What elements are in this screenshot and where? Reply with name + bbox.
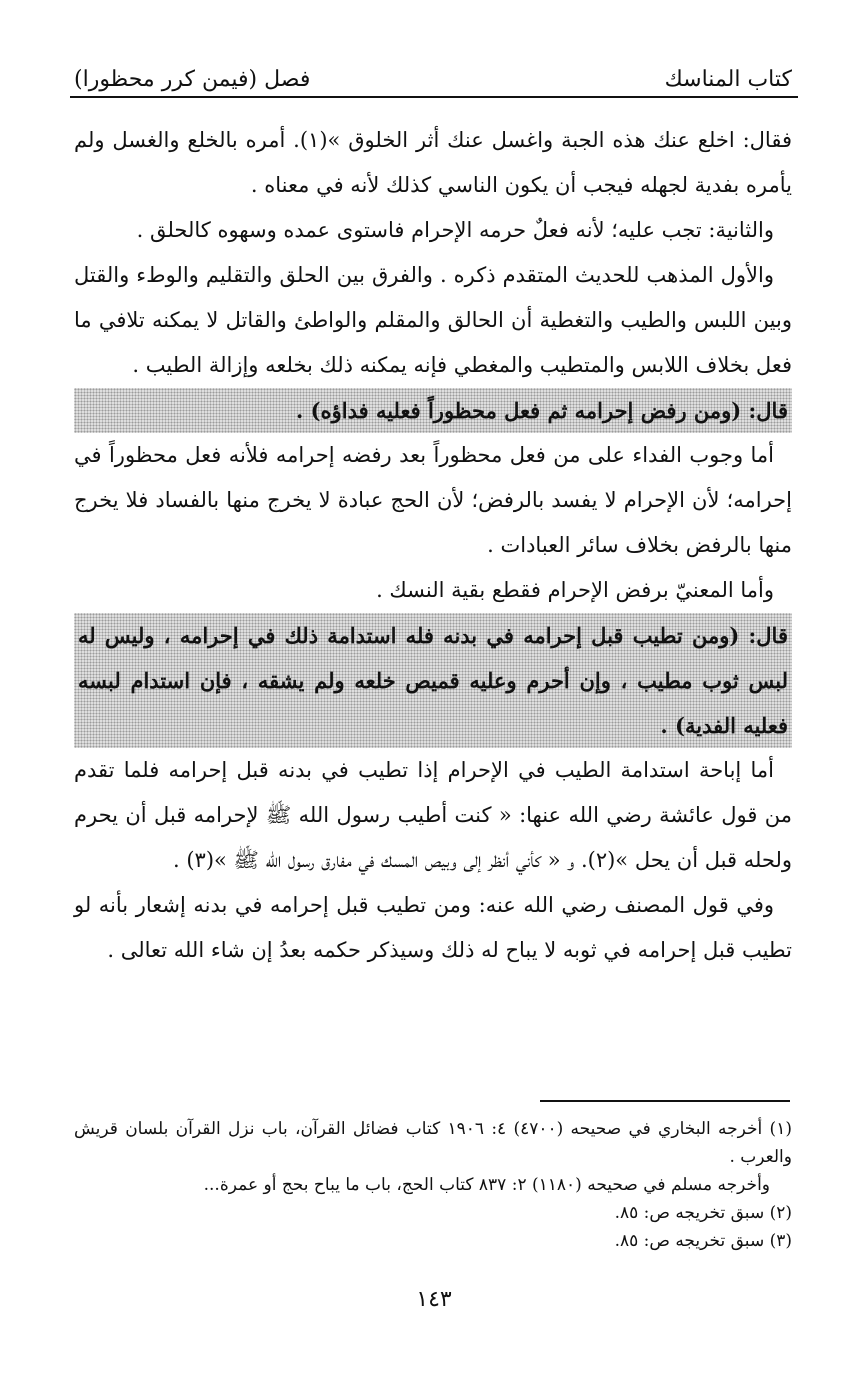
paragraph-4: أما وجوب الفداء على من فعل محظوراً بعد رفضه إحرامه فلأنه فعل محظوراً في إحرامه؛ لأن الإحرام لا يفسد بالرفض؛ لأن الحج عبادة لا يخرج منها بالفساد فلا يخرج منها بالرفض بخلاف سائر العبادات . <box>74 443 792 557</box>
paragraph-7: وفي قول المصنف رضي الله عنه: ومن تطيب قبل إحرامه في بدنه إشعار بأنه لو تطيب قبل إحرامه في ثوبه لا يباح له ذلك وسيذكر حكمه بعدُ إن شاء الله تعالى . <box>74 893 792 962</box>
page-number: ١٤٣ <box>416 1287 452 1312</box>
footnote-2: (٢) سبق تخريجه ص: ٨٥. <box>614 1203 792 1223</box>
footnote-3: (٣) سبق تخريجه ص: ٨٥. <box>614 1231 792 1251</box>
book-title: كتاب المناسك <box>664 67 792 92</box>
paragraph-5: وأما المعنيّ برفض الإحرام فقطع بقية النسك . <box>376 578 774 602</box>
footnote-rule <box>540 1100 790 1102</box>
main-text <box>74 118 792 973</box>
footnote-1: (١) أخرجه البخاري في صحيحه (٤٧٠٠) ٤: ١٩٠٦ كتاب فضائل القرآن، باب نزل القرآن بلسان قريش والعرب . <box>74 1119 792 1167</box>
paragraph-2: والثانية: تجب عليه؛ لأنه فعلٌ حرمه الإحرام فاستوى عمده وسهوه كالحلق . <box>136 218 774 242</box>
header-rule <box>70 96 798 98</box>
footnote-1-continued: وأخرجه مسلم في صحيحه (١١٨٠) ٢: ٨٣٧ كتاب الحج، باب ما يباح بحج أو عمرة... <box>203 1175 770 1195</box>
matn-quote-2: قال: (ومن تطيب قبل إحرامه في بدنه فله استدامة ذلك في إحرامه ، وليس له لبس ثوب مطيب ، وإن أحرم وعليه قميص خلعه ولم يشقه ، فإن استدام لبسه فعليه الفدية) . <box>74 613 792 748</box>
paragraph-3: والأول المذهب للحديث المتقدم ذكره . والفرق بين الحلق والتقليم والوطء والقتل وبين اللبس والطيب والتغطية أن الحالق والمقلم والواطئ والقاتل لا يمكنه تلافي ما فعل بخلاف اللابس والمتطيب والمغطي فإنه يمكنه ذلك بخلعه وإزالة الطيب . <box>74 263 792 377</box>
footnotes <box>74 1115 792 1255</box>
paragraph-6: أما إباحة استدامة الطيب في الإحرام إذا تطيب في بدنه قبل إحرامه فلما تقدم من قول عائشة رضي الله عنها: « كنت أطيب رسول الله ﷺ لإحرامه قبل أن يحرم ولحله قبل أن يحل »(٢). و « كأني أنظر إلى وبيص المسك في مفارق رسول الله ﷺ »(٣) . <box>74 758 792 872</box>
page-header <box>74 52 792 92</box>
matn-quote-1: قال: (ومن رفض إحرامه ثم فعل محظوراً فعليه فداؤه) . <box>74 388 792 433</box>
section-title: فصل (فيمن كرر محظورا) <box>74 67 311 92</box>
paragraph-1: فقال: اخلع عنك هذه الجبة واغسل عنك أثر الخلوق »(١). أمره بالخلع والغسل ولم يأمره بفدية لجهله فيجب أن يكون الناسي كذلك لأنه في معناه . <box>74 128 792 197</box>
